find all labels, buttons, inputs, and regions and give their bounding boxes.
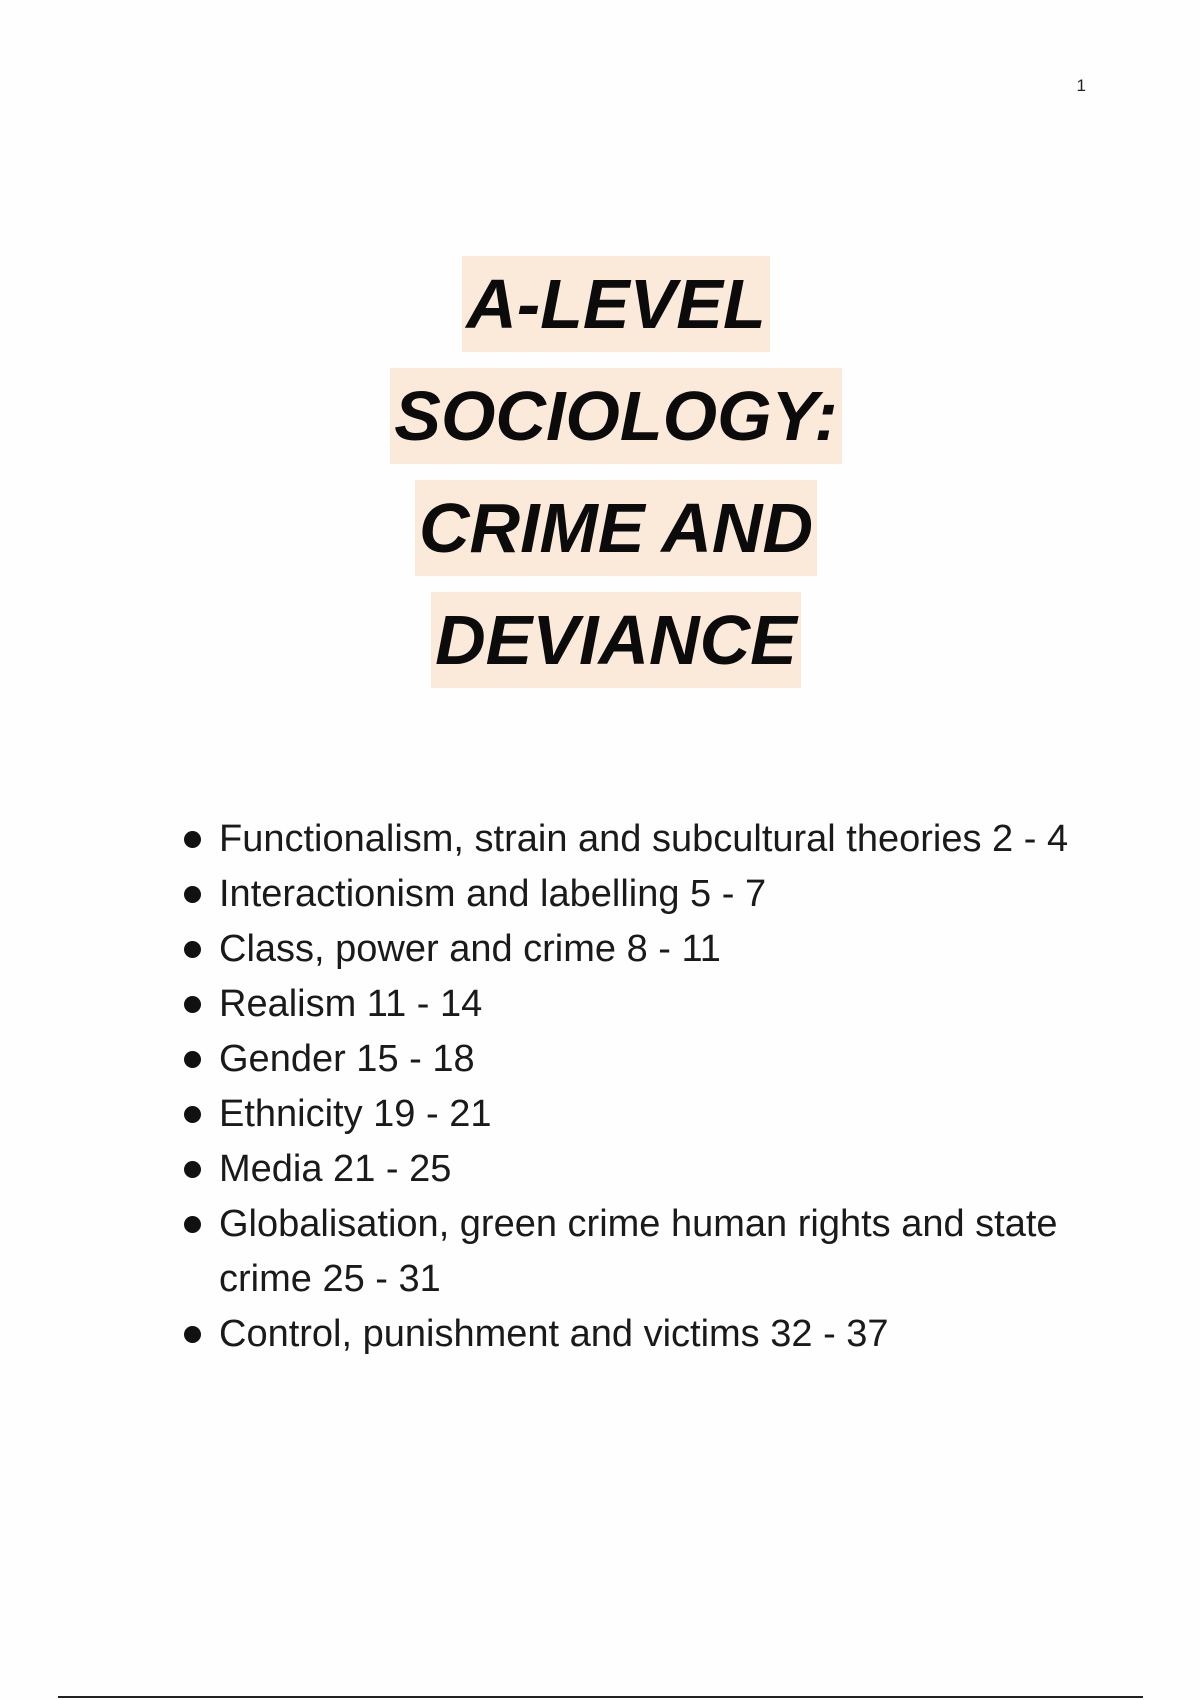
- bullet-icon: [184, 1106, 201, 1123]
- contents-item-text: Interactionism and labelling 5 - 7: [219, 873, 767, 915]
- contents-item-text: Ethnicity 19 - 21: [219, 1093, 492, 1135]
- contents-item: [184, 1032, 1094, 1087]
- contents-item-text: Functionalism, strain and subcultural theories 2 - 4: [219, 818, 1069, 860]
- contents-item-text: Globalisation, green crime human rights and state crime 25 - 31: [219, 1203, 1058, 1300]
- contents-item: [184, 1307, 1094, 1362]
- contents-list: [184, 812, 1094, 1362]
- contents-item-text: Control, punishment and victims 32 - 37: [219, 1313, 889, 1355]
- bullet-icon: [184, 996, 201, 1013]
- contents-item: [184, 922, 1094, 977]
- contents-item-text: Realism 11 - 14: [219, 983, 483, 1025]
- bullet-icon: [184, 886, 201, 903]
- contents-item-text: Media 21 - 25: [219, 1148, 452, 1190]
- title-line-1: A-LEVEL: [462, 256, 769, 352]
- contents-item: [184, 867, 1094, 922]
- bullet-icon: [184, 941, 201, 958]
- bullet-icon: [184, 831, 201, 848]
- page-number: 1: [1076, 76, 1086, 95]
- bullet-icon: [184, 1326, 201, 1343]
- bullet-icon: [184, 1161, 201, 1178]
- title-line-3: CRIME AND: [415, 480, 817, 576]
- contents-item: [184, 1142, 1094, 1197]
- bullet-icon: [184, 1216, 201, 1233]
- document-title: [0, 256, 1200, 704]
- bottom-divider: [58, 1696, 1143, 1698]
- contents-item-text: Gender 15 - 18: [219, 1038, 475, 1080]
- contents-item-text: Class, power and crime 8 - 11: [219, 928, 721, 970]
- bullet-icon: [184, 1051, 201, 1068]
- contents-item: [184, 1197, 1094, 1307]
- title-line-2: SOCIOLOGY:: [390, 368, 841, 464]
- contents-item: [184, 812, 1094, 867]
- title-line-4: DEVIANCE: [431, 592, 801, 688]
- contents-item: [184, 1087, 1094, 1142]
- contents-item: [184, 977, 1094, 1032]
